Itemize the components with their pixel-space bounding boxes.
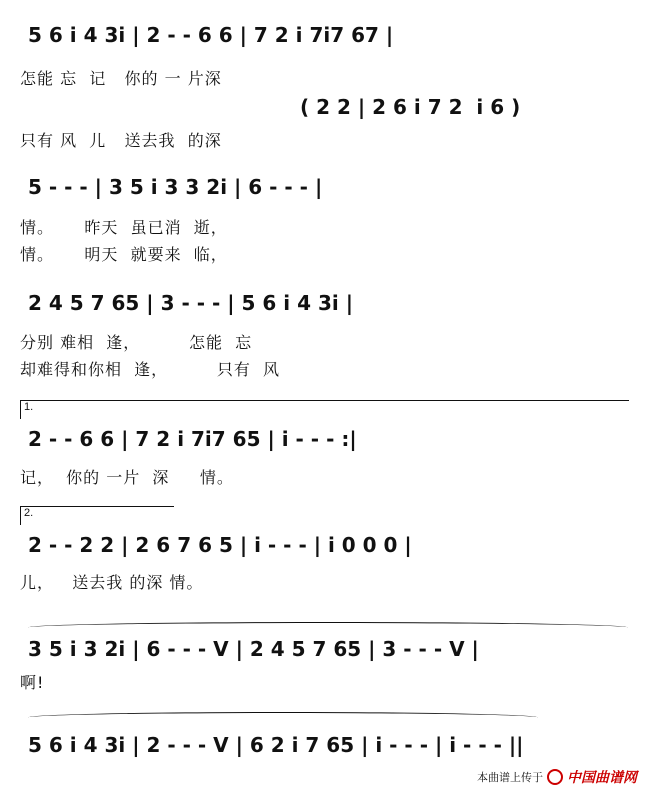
notes-line: 5 6 i 4 3i | 2 - - - V | 6 2 i 7 65 | i - - - | i - - - || (28, 733, 524, 757)
notes-row (28, 170, 628, 204)
notes-line: ( 2 2 | 2 6 i 7 2 i 6 ) (300, 95, 521, 119)
lyric-line: 怎能 忘 记 你的 一 片深 (20, 69, 222, 88)
notes-row (28, 632, 628, 666)
notes-line: 5 6 i 4 3i | 2 - - 6 6 | 7 2 i 7i7 67 | (28, 23, 394, 47)
lyric-line: 却难得和你相 逢， 只有 风 (20, 360, 281, 379)
lyric-line: 分别 难相 逢， 怎能 忘 (20, 333, 253, 352)
volta-label: 2. (24, 507, 34, 519)
watermark-site: 中国曲谱网 (567, 769, 637, 785)
volta-label: 1. (24, 401, 34, 413)
lyric-line: 只有 风 儿 送去我 的深 (20, 131, 222, 150)
site-logo-icon (547, 769, 563, 785)
notes-row (28, 728, 628, 762)
notes-row (28, 528, 628, 562)
notes-line: 5 - - - | 3 5 i 3 3 2i | 6 - - - | (28, 175, 323, 199)
watermark-prefix: 本曲谱上传于 (477, 772, 543, 784)
volta-bracket-1 (20, 400, 629, 419)
notes-row (28, 422, 628, 456)
notes-row (300, 90, 630, 124)
lyric-line: 情。 昨天 虽已消 逝， (20, 218, 228, 237)
long-slur (28, 712, 538, 723)
notes-row (28, 18, 628, 52)
volta-bracket-2 (20, 506, 174, 525)
notes-line: 3 5 i 3 2i | 6 - - - V | 2 4 5 7 65 | 3 - - - V | (28, 637, 479, 661)
lyric-line: 记， 你的 一片 深 情。 (20, 468, 234, 487)
notes-row (28, 286, 628, 320)
lyric-line: 儿， 送去我 的深 情。 (20, 573, 204, 592)
notes-line: 2 - - 2 2 | 2 6 7 6 5 | i - - - | i 0 0 0 | (28, 533, 412, 557)
lyric-line: 情。 明天 就要来 临， (20, 245, 228, 264)
notes-line: 2 4 5 7 65 | 3 - - - | 5 6 i 4 3i | (28, 291, 354, 315)
site-watermark (477, 767, 637, 787)
notes-line: 2 - - 6 6 | 7 2 i 7i7 65 | i - - - :| (28, 427, 357, 451)
lyric-line: 啊! (20, 673, 45, 692)
